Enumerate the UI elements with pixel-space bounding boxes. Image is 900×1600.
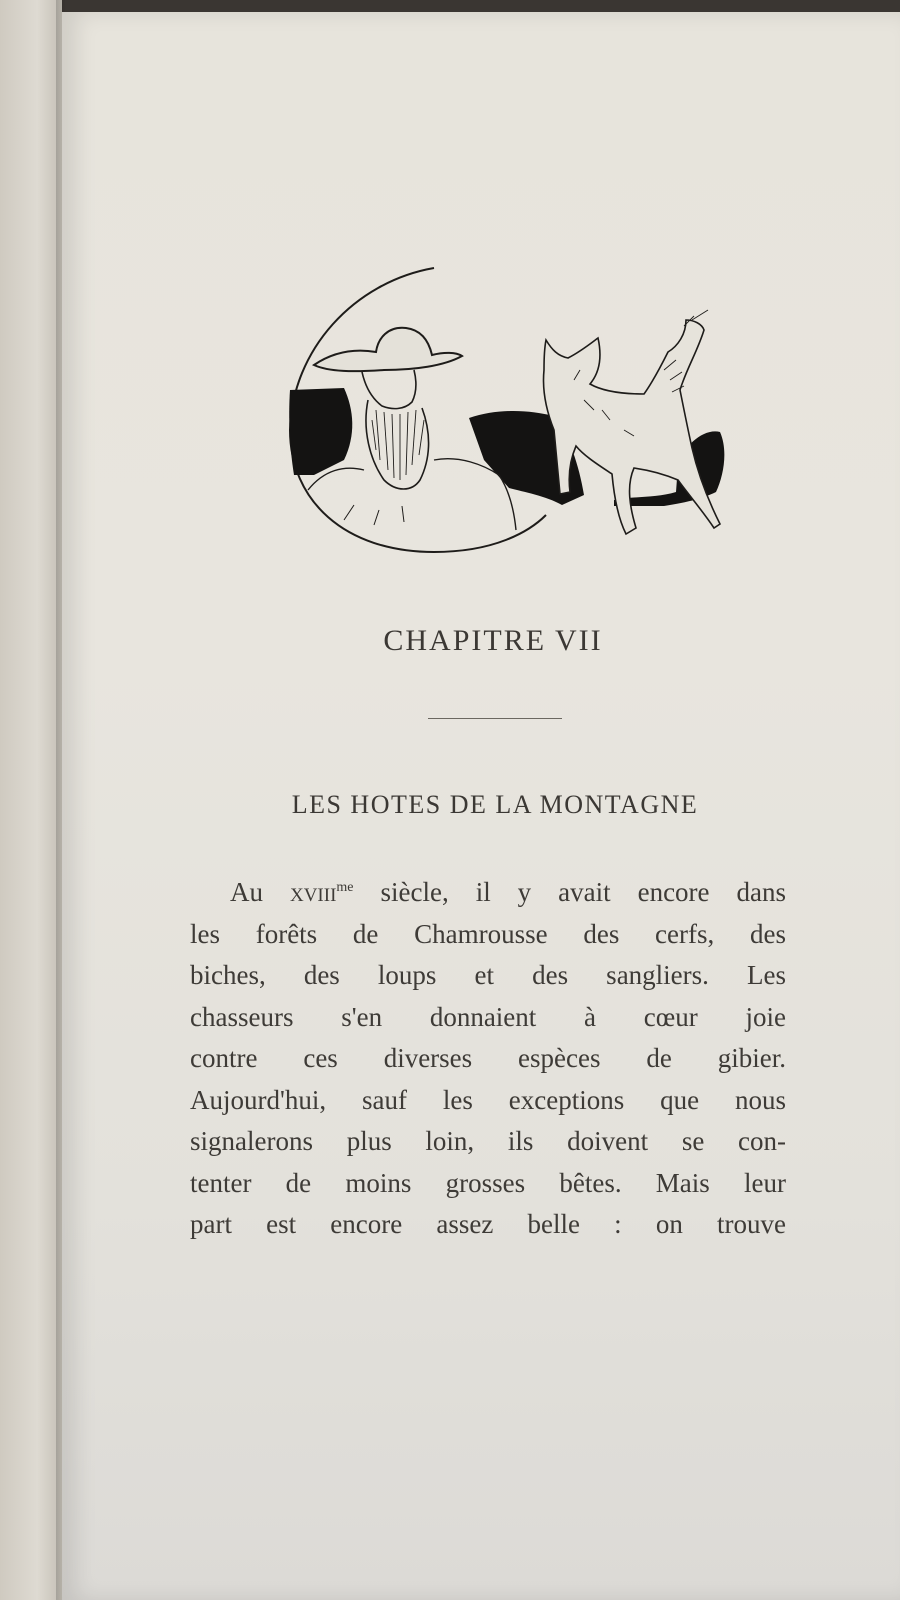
vignette-coat [308,459,516,530]
facing-page-edge [0,0,62,1600]
paragraph-line: signalerons plus loin, ils doivent se con- [190,1126,786,1156]
line-rest: siècle, il y avait encore dans [353,877,787,907]
chapter-divider-rule [428,718,562,719]
chapter-body-paragraph [190,872,786,1246]
paragraph-line: biches, des loups et des sangliers. Les [190,960,786,990]
vignette-foliage-left [289,388,352,475]
chapter-vignette-illustration [284,260,734,560]
chapter-number-heading: CHAPITRE VII [383,624,603,657]
paragraph-line: chasseurs s'en donnaient à cœur joie [190,1001,786,1032]
line-prefix: Au [230,877,290,907]
ordinal-superscript: me [336,880,354,895]
century-numeral: xviii [289,877,337,907]
paragraph-line: part est encore assez belle : on trouve [190,1209,786,1239]
chapter-title-heading: LES HOTES DE LA MONTAGNE [291,790,699,819]
paragraph-line: Aujourd'hui, sauf les exceptions que nous [190,1084,786,1115]
paragraph-line: contre ces diverses espèces de gibier. [190,1043,786,1073]
paragraph-line: les forêts de Chamrousse des cerfs, des [190,918,786,949]
vignette-face [362,370,416,409]
book-page [62,12,900,1600]
paragraph-line [190,872,786,914]
paragraph-line: tenter de moins grosses bêtes. Mais leur [190,1167,786,1198]
vignette-hat [314,328,462,371]
